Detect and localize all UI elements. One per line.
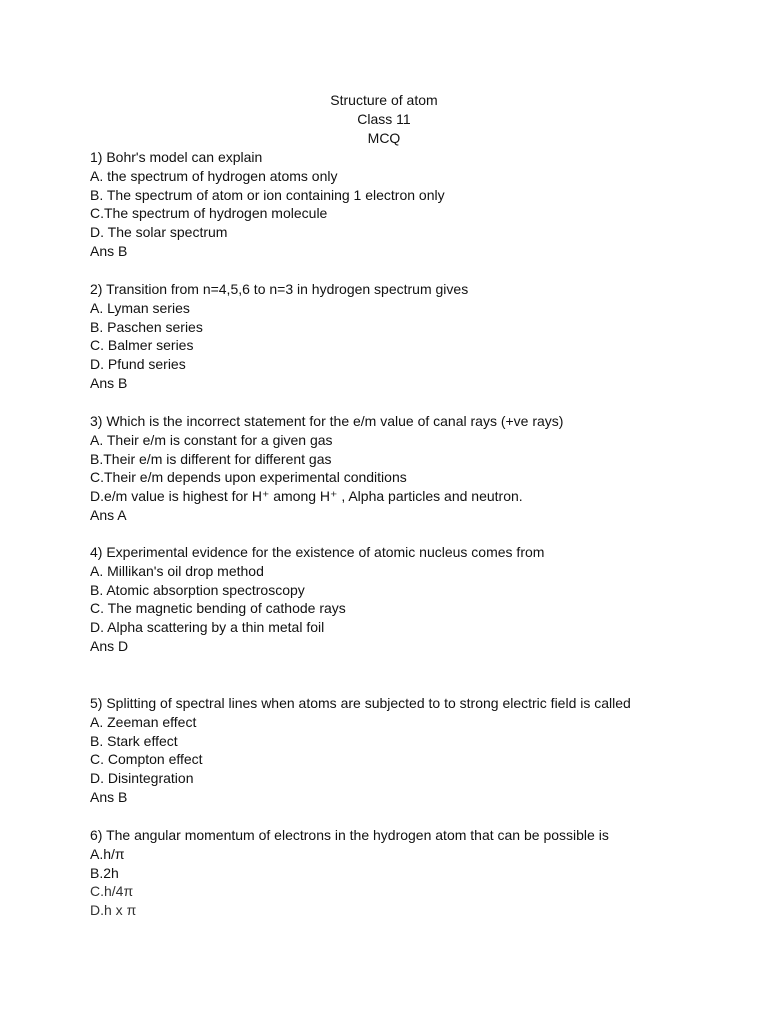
- document-title: Structure of atom: [330, 92, 438, 108]
- option-b: B.Their e/m is different for different gas: [90, 450, 332, 467]
- option-a: A. Their e/m is constant for a given gas: [90, 431, 333, 448]
- option-a: A. Zeeman effect: [90, 713, 197, 730]
- question-block-4: [90, 543, 740, 656]
- option-b: B.2h: [90, 864, 119, 881]
- option-b: B. Stark effect: [90, 732, 178, 749]
- option-d: D.h x π: [90, 902, 137, 919]
- option-b: B. Atomic absorption spectroscopy: [90, 581, 305, 598]
- question-block-6: [90, 826, 740, 920]
- option-b: B. The spectrum of atom or ion containing 1 electron only: [90, 186, 445, 203]
- question-block-1: [90, 148, 740, 261]
- option-a: A.h/π: [90, 845, 125, 862]
- answer-text: Ans D: [90, 637, 129, 654]
- answer-text: Ans B: [90, 788, 128, 805]
- answer-text: Ans B: [90, 374, 128, 391]
- question-text: 5) Splitting of spectral lines when atoms are subjected to to strong electric field is called: [90, 695, 631, 711]
- question-text: 6) The angular momentum of electrons in the hydrogen atom that can be possible is: [90, 827, 609, 843]
- class-label: Class 11: [357, 110, 411, 127]
- option-d: D.e/m value is highest for H⁺ among H⁺ , Alpha particles and neutron.: [90, 488, 523, 505]
- option-c: C. The magnetic bending of cathode rays: [90, 600, 346, 617]
- option-d: D. Alpha scattering by a thin metal foil: [90, 619, 325, 636]
- type-label: MCQ: [367, 129, 401, 146]
- option-d: D. The solar spectrum: [90, 224, 228, 241]
- option-d: D. Pfund series: [90, 356, 186, 373]
- question-block-5: [90, 694, 740, 807]
- answer-text: Ans A: [90, 506, 127, 523]
- answer-text: Ans B: [90, 242, 128, 259]
- question-text: 2) Transition from n=4,5,6 to n=3 in hydrogen spectrum gives: [90, 281, 469, 297]
- option-a: A. Millikan's oil drop method: [90, 562, 264, 579]
- option-c: C. Compton effect: [90, 751, 203, 768]
- option-c: C.Their e/m depends upon experimental conditions: [90, 469, 407, 486]
- document-header: [0, 91, 768, 147]
- option-c: C.h/4π: [90, 883, 134, 900]
- option-a: A. Lyman series: [90, 299, 190, 316]
- question-block-2: [90, 280, 740, 393]
- option-b: B. Paschen series: [90, 318, 203, 335]
- question-text: 1) Bohr's model can explain: [90, 149, 263, 165]
- question-text: 3) Which is the incorrect statement for the e/m value of canal rays (+ve rays): [90, 413, 564, 429]
- option-a: A. the spectrum of hydrogen atoms only: [90, 167, 338, 184]
- option-c: C.The spectrum of hydrogen molecule: [90, 205, 328, 222]
- question-text: 4) Experimental evidence for the existence of atomic nucleus comes from: [90, 544, 545, 560]
- question-block-3: [90, 412, 740, 525]
- option-c: C. Balmer series: [90, 337, 194, 354]
- option-d: D. Disintegration: [90, 770, 194, 787]
